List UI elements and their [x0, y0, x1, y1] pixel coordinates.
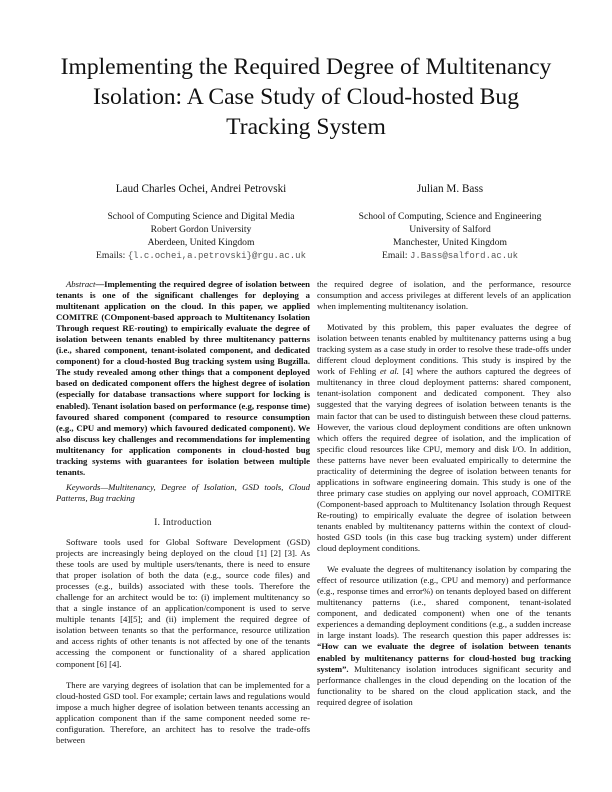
email-address[interactable]: {l.c.ochei,a.petrovski}@rgu.ac.uk — [127, 251, 306, 261]
author-names: Laud Charles Ochei, Andrei Petrovski — [115, 183, 287, 195]
title-line-1: Implementing the Required Degree of Multitenancy — [60, 54, 552, 80]
paragraph-text: Motivated by this problem, this paper evaluates the degree of isolation between tenants enabled by multitenancy patterns using a bug tracking system as a case study in order to resolve these trade-offs under different cloud deployment conditions. This study is inspired by the work of Fehling — [317, 322, 571, 377]
body-paragraph: the required degree of isolation, and the performance, resource consumption and access privileges at different levels of an application when implementing multitenancy isolation. — [317, 279, 571, 312]
left-column — [56, 279, 310, 746]
author-block-2 — [336, 182, 564, 263]
keywords — [56, 482, 310, 504]
email-line — [336, 249, 564, 263]
title-line-2: Isolation: A Case Study of Cloud-hosted Bug — [92, 84, 519, 110]
paper-title — [40, 52, 572, 142]
paragraph-text: We evaluate the degrees of multitenancy isolation by comparing the effect of resource utilization (e.g., CPU and memory) and performance (e.g., response times and error%) on tenants deployed based on different multitenancy patterns (i.e., shared component, tenant-isolated component, and dedicated component) when one of the tenants experiences a demanding deployment conditions (e.g., a sudden increase in large instant loads). The research question this paper addresses is: — [317, 564, 571, 641]
email-line — [66, 249, 336, 263]
affiliation-line: University of Salford — [409, 224, 491, 235]
paragraph-text: [4] where the authors captured the degrees of multitenancy in three cloud deployment patterns: shared component, tenant-isolation component and dedicated component. They also suggested that the varying degrees of isolation between tenants is the main factor that can be used to distinguish between these cloud patterns. However, the various cloud deployment conditions are often unknown which offers the required degree of isolation, and the implication of specific cloud resources like CPU, memory and disk I/O. In addition, these patterns have never been evaluated empirically to determine the practicality of determining the degree of isolation between tenants for applications in software engineering domain. This study is one of the three primary case studies on applying our novel approach, COMITRE (Component-based approach to Multitenancy Isolation through Request Re-routing) to empirically evaluate the degree of isolation between tenants enabled by multitenancy patterns within the context of cloud-hosted GSD tools (in this case bug tracking system) under different cloud deployment conditions. — [317, 366, 572, 554]
author-block-1 — [66, 182, 336, 263]
body-paragraph — [317, 322, 571, 554]
right-column — [317, 279, 571, 708]
title-line-3: Tracking System — [226, 114, 386, 140]
paragraph-text: Multitenancy isolation introduces significant security and performance challenges in the cloud depending on the location of the functionality to be shared on the cloud application stack, and the required degree of isolation — [317, 663, 571, 707]
email-address[interactable]: J.Bass@salford.ac.uk — [409, 251, 518, 261]
email-label: Email: — [381, 250, 408, 261]
abstract-text: —Implementing the required degree of isolation between tenants is one of the significant challenges for deploying a multitenant application on the cloud. In this paper, we applied COMITRE (COmponent-based approach to Multitenancy Isolation Through request RE-routing) to empirically evaluate the degree of isolation between tenants enabled by three multitenancy patterns (i.e., shared component, tenant-isolated component, and dedicated component) for a cloud-hosted Bug tracking system using Bugzilla. The study revealed among other things that a component deployed based on dedicated component offers the highest degree of isolation (especially for database transactions where support for locking is enabled). Tenant isolation based on performance (e.g, response time) favoured shared component (compared to resource consumption (e.g., CPU and memory) which favoured dedicated component). We also discuss key challenges and recommendations for implementing multitenancy for application components in cloud-hosted bug tracking systems with guarantees for isolation between multiple tenants. — [56, 279, 310, 477]
affiliation-line: School of Computing Science and Digital Media — [107, 211, 295, 222]
body-paragraph — [317, 564, 571, 708]
body-paragraph: There are varying degrees of isolation that can be implemented for a cloud-hosted GSD tool. For example; certain laws and regulations would impose a much higher degree of isolation between tenants accessing an application component than if the same component needed some re-configuration. Therefore, an architect has to resolve the trade-offs between — [56, 679, 310, 745]
affiliation-line: Aberdeen, United Kingdom — [147, 237, 255, 248]
keywords-text: —Multitenancy, Degree of Isolation, GSD tools, Cloud Patterns, Bug tracking — [56, 481, 310, 503]
affiliation-line: Robert Gordon University — [150, 224, 252, 235]
author-names: Julian M. Bass — [416, 183, 484, 195]
body-paragraph: Software tools used for Global Software Development (GSD) projects are increasingly being deployed on the cloud [1] [2] [3]. As these tools are used by multiple users/tenants, there is need to ensure that proper isolation of both the data (e.g., source code files) and processes (e.g., builds) associated with these tools. Therefore the challenge for an architect would be to: (i) implement multitenancy so that a single instance of an application/component is used to serve multiple tenants [4][5]; and (ii) implement the required degree of isolation between tenants so that the performance, resource utilization and access rights of other tenants is not affected by one of the tenants accessing the component or functionality of a shared application component [6] [4]. — [56, 536, 310, 669]
affiliation-line: School of Computing, Science and Engineering — [358, 211, 542, 222]
affiliation-line: Manchester, United Kingdom — [393, 237, 507, 248]
section-heading: I. Introduction — [154, 516, 212, 527]
keywords-label: Keywords — [66, 481, 101, 492]
abstract-label: Abstract — [66, 279, 96, 289]
abstract — [56, 279, 310, 478]
citation-etal: et al. — [379, 366, 399, 377]
research-question: “How can we evaluate the degree of isolation between tenants enabled by multitenancy patterns for cloud-hosted bug tracking system”. — [317, 641, 571, 674]
email-label: Emails: — [96, 250, 126, 261]
